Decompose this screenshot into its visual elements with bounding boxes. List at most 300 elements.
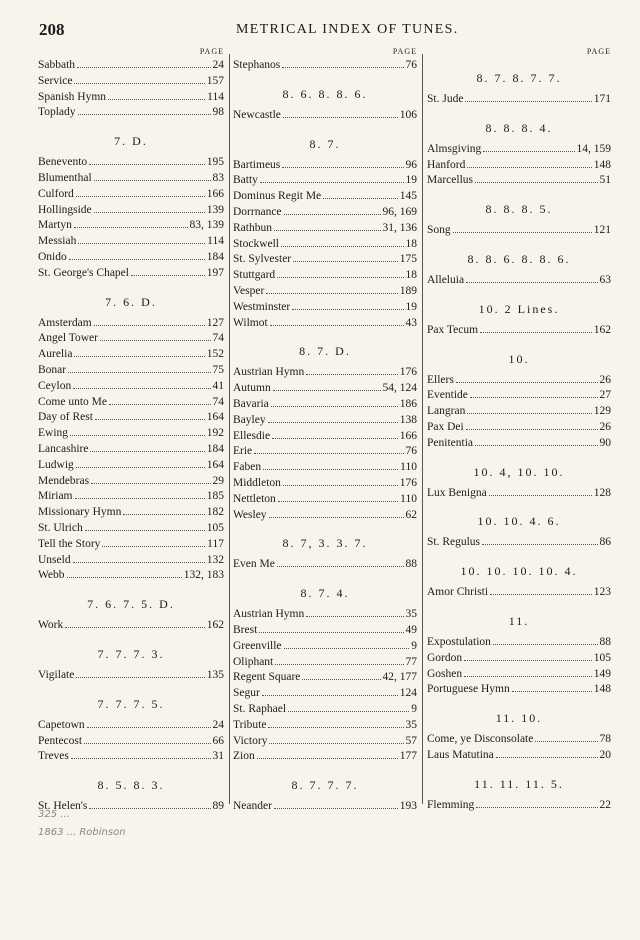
tune-name: Come unto Me — [38, 395, 107, 408]
dot-leader — [306, 374, 398, 375]
dot-leader — [269, 743, 403, 744]
index-entry — [233, 607, 417, 623]
dot-leader — [78, 243, 205, 244]
index-entry — [38, 458, 224, 474]
page-ref: 83, 139 — [189, 219, 224, 232]
meter-heading: 7. 7. 7. 5. — [97, 696, 165, 711]
page-ref: 186 — [399, 397, 417, 410]
tune-name: Austrian Hymn — [233, 366, 305, 379]
index-entry — [427, 158, 611, 174]
dot-leader — [281, 246, 404, 247]
page-ref: 86 — [599, 536, 611, 549]
index-column-3 — [427, 46, 611, 814]
index-entry — [233, 639, 417, 655]
dot-leader — [277, 566, 404, 567]
dot-leader — [262, 695, 398, 696]
page-ref: 96, 169 — [382, 205, 417, 218]
index-entry — [233, 300, 417, 316]
page-ref: 105 — [593, 651, 611, 664]
meter-heading: 11. 10. — [495, 711, 543, 726]
page-ref: 127 — [206, 316, 224, 329]
index-entry — [233, 749, 417, 765]
dot-leader — [260, 182, 404, 183]
page-ref: 176 — [399, 476, 417, 489]
tune-name: Come, ye Disconsolate — [427, 733, 534, 746]
tune-name: Dorrnance — [233, 205, 282, 218]
index-entry — [233, 623, 417, 639]
tune-name: Expostulation — [427, 635, 491, 648]
index-entry — [427, 667, 611, 683]
index-entry — [427, 798, 611, 814]
index-entry — [427, 92, 611, 108]
tune-name: Hanford — [427, 158, 466, 171]
dot-leader — [268, 422, 398, 423]
index-entry — [427, 420, 611, 436]
tune-name: St. Raphael — [233, 702, 287, 715]
dot-leader — [123, 514, 204, 515]
dot-leader — [306, 616, 403, 617]
meter-heading: 8. 5. 8. 3. — [97, 778, 165, 793]
dot-leader — [512, 691, 592, 692]
page-ref: 90 — [599, 436, 611, 449]
dot-leader — [94, 180, 211, 181]
tune-name: Regent Square — [233, 671, 301, 684]
tune-name: Ellesdie — [233, 429, 271, 442]
index-entry — [38, 537, 224, 553]
tune-name: Amsterdam — [38, 316, 92, 329]
tune-name: Dominus Regit Me — [233, 190, 322, 203]
column-divider — [422, 54, 423, 804]
page-ref: 177 — [399, 750, 417, 763]
tune-name: Laus Matutina — [427, 748, 494, 761]
tune-name: Erie — [233, 445, 253, 458]
tune-name: Austrian Hymn — [233, 608, 305, 621]
dot-leader — [254, 453, 403, 454]
page-ref: 132 — [206, 553, 224, 566]
tune-name: Bonar — [38, 363, 67, 376]
meter-heading: 8. 8. 8. 5. — [485, 202, 553, 217]
index-entry — [38, 203, 224, 219]
tune-name: Wilmot — [233, 316, 268, 329]
tune-name: Work — [38, 619, 64, 632]
dot-leader — [78, 114, 211, 115]
tune-name: Eventide — [427, 389, 468, 402]
tune-name: Langran — [427, 405, 466, 418]
page-ref: 31, 136 — [382, 221, 417, 234]
tune-name: Victory — [233, 734, 268, 747]
tune-name: Segur — [233, 687, 260, 700]
tune-name: Sabbath — [38, 59, 76, 71]
meter-heading: 8. 8. 6. 8. 8. 6. — [467, 251, 571, 266]
dot-leader — [490, 594, 592, 595]
page-ref: 26 — [599, 420, 611, 433]
dot-leader — [109, 404, 211, 405]
page-ref: 62 — [405, 508, 417, 521]
index-entry — [233, 413, 417, 429]
tune-name: Tribute — [233, 718, 267, 731]
index-entry — [38, 347, 224, 363]
index-entry — [38, 218, 224, 234]
tune-name: Webb — [38, 569, 65, 582]
page-ref: 66 — [212, 734, 224, 747]
page-ref: 164 — [206, 411, 224, 424]
page-ref: 192 — [206, 427, 224, 440]
tune-name: Onido — [38, 250, 67, 263]
index-entry — [38, 426, 224, 442]
page-ref: 117 — [207, 537, 224, 550]
tune-name: Miriam — [38, 490, 73, 503]
tune-name: Gordon — [427, 651, 463, 664]
meter-heading: 11. — [508, 613, 530, 628]
dot-leader — [453, 232, 592, 233]
tune-name: Penitentia — [427, 436, 473, 449]
column-divider — [229, 54, 230, 804]
index-entry — [38, 442, 224, 458]
index-entry — [233, 718, 417, 734]
index-entry — [38, 379, 224, 395]
dot-leader — [482, 544, 597, 545]
dot-leader — [131, 275, 205, 276]
page-ref: 152 — [206, 348, 224, 361]
index-entry — [38, 316, 224, 332]
tune-name: Ludwig — [38, 458, 74, 471]
dot-leader — [466, 429, 598, 430]
meter-heading: 10. 10. 10. 10. 4. — [460, 564, 578, 579]
tune-name: Vigilate — [38, 668, 75, 681]
tune-name: St. Jude — [427, 93, 464, 105]
dot-leader — [91, 483, 210, 484]
page-ref: 22 — [599, 798, 611, 811]
meter-heading: 8. 7, 3. 3. 7. — [282, 536, 368, 551]
dot-leader — [263, 469, 398, 470]
index-entry — [427, 635, 611, 651]
index-entry — [233, 316, 417, 332]
dot-leader — [274, 808, 398, 809]
dot-leader — [102, 546, 205, 547]
index-entry — [233, 799, 417, 815]
tune-name: Portuguese Hymn — [427, 683, 510, 696]
page-ref: 175 — [399, 253, 417, 266]
index-entry — [427, 748, 611, 764]
page-ref: 14, 159 — [576, 142, 611, 155]
tune-name: Day of Rest — [38, 411, 93, 424]
page-ref: 20 — [599, 748, 611, 761]
page-ref: 166 — [399, 429, 417, 442]
page-ref: 31 — [212, 750, 224, 763]
index-entry — [233, 268, 417, 284]
page-ref: 138 — [399, 413, 417, 426]
dot-leader — [272, 438, 398, 439]
index-entry — [233, 476, 417, 492]
dot-leader — [467, 413, 591, 414]
page-ref: 121 — [593, 224, 611, 237]
meter-heading: 10. — [508, 351, 530, 366]
page-ref: 182 — [206, 506, 224, 519]
index-entry — [233, 237, 417, 253]
tune-name: Bartimeus — [233, 158, 281, 171]
index-entry — [427, 651, 611, 667]
page-ref: 149 — [593, 667, 611, 680]
index-entry — [427, 585, 611, 601]
tune-name: Capetown — [38, 718, 85, 731]
index-entry — [233, 397, 417, 413]
page-ref: 114 — [207, 235, 224, 248]
tune-name: Greenville — [233, 639, 282, 652]
tune-name: Zion — [233, 750, 255, 763]
dot-leader — [89, 164, 205, 165]
tune-name: Unseld — [38, 553, 71, 566]
index-column-1 — [38, 46, 224, 815]
page-ref: 75 — [212, 363, 224, 376]
page-ref: 157 — [206, 74, 224, 87]
page-ref: 96 — [405, 158, 417, 171]
tune-name: Aurelia — [38, 348, 73, 361]
page-ref: 51 — [599, 174, 611, 187]
page-ref: 88 — [599, 635, 611, 648]
dot-leader — [475, 445, 598, 446]
page-ref: 24 — [212, 59, 224, 71]
tune-name: Nettleton — [233, 492, 276, 505]
tune-name: Batty — [233, 174, 258, 187]
index-entry — [38, 489, 224, 505]
tune-name: Oliphant — [233, 655, 274, 668]
meter-heading: 8. 7. 4. — [300, 586, 350, 601]
index-entry — [427, 486, 611, 502]
dot-leader — [269, 517, 404, 518]
tune-name: Alleluia — [427, 273, 465, 286]
index-entry — [38, 266, 224, 282]
dot-leader — [277, 277, 403, 278]
page-ref: 76 — [405, 445, 417, 458]
page-ref: 166 — [206, 187, 224, 200]
index-entry — [38, 505, 224, 521]
tune-name: Even Me — [233, 558, 275, 571]
tune-name: Autumn — [233, 382, 271, 395]
tune-name: Bayley — [233, 413, 266, 426]
page-ref: 77 — [405, 655, 417, 668]
index-entry — [38, 734, 224, 750]
tune-name: Stuttgard — [233, 269, 276, 282]
dot-leader — [480, 332, 592, 333]
page-header — [0, 18, 640, 42]
page-ref: 74 — [212, 332, 224, 345]
tune-name: Vesper — [233, 284, 265, 297]
page-ref: 162 — [593, 323, 611, 336]
page-ref: 63 — [599, 273, 611, 286]
dot-leader — [76, 677, 204, 678]
tune-name: Treves — [38, 750, 69, 763]
page-ref: 54, 124 — [382, 382, 417, 395]
dot-leader — [284, 214, 381, 215]
tune-name: Messiah — [38, 235, 77, 248]
dot-leader — [257, 758, 398, 759]
dot-leader — [270, 325, 404, 326]
page-ref: 189 — [399, 284, 417, 297]
page-ref: 26 — [599, 373, 611, 386]
meter-heading: 7. 6. 7. 5. D. — [87, 597, 175, 612]
tune-name: Angel Tower — [38, 332, 98, 345]
page-ref: 76 — [405, 59, 417, 71]
page-ref: 88 — [405, 558, 417, 571]
dot-leader — [76, 196, 205, 197]
dot-leader — [87, 727, 211, 728]
tune-name: St. Regulus — [427, 536, 481, 549]
meter-heading: 11. 11. 11. 5. — [474, 776, 564, 791]
meter-heading: 10. 4, 10. 10. — [473, 464, 565, 479]
tune-name: Ellers — [427, 373, 454, 386]
tune-name: Rathbun — [233, 221, 272, 234]
page-ref: 129 — [593, 405, 611, 418]
index-entry — [38, 74, 224, 90]
tune-name: Spanish Hymn — [38, 90, 107, 103]
page-ref: 110 — [400, 461, 417, 474]
handwritten-notes — [38, 806, 126, 842]
page-ref: 27 — [599, 389, 611, 402]
tune-name: St. Ulrich — [38, 521, 83, 534]
dot-leader — [273, 390, 381, 391]
page-ref: 185 — [206, 490, 224, 503]
dot-leader — [74, 356, 204, 357]
page-ref: 106 — [399, 108, 417, 121]
dot-leader — [292, 309, 403, 310]
tune-name: Martyn — [38, 219, 72, 232]
index-entry — [38, 474, 224, 490]
page-ref: 124 — [399, 687, 417, 700]
dot-leader — [535, 741, 597, 742]
dot-leader — [464, 660, 592, 661]
tune-name: Song — [427, 224, 451, 237]
page-number: 208 — [39, 20, 65, 39]
page-ref: 19 — [405, 300, 417, 313]
tune-name: St. Sylvester — [233, 253, 292, 266]
page-ref: 193 — [399, 800, 417, 813]
meter-heading: 8. 7. — [309, 136, 341, 151]
page-column-label: PAGE — [586, 47, 611, 56]
page-ref: 57 — [405, 734, 417, 747]
dot-leader — [456, 382, 598, 383]
tune-name: Lancashire — [38, 442, 89, 455]
dot-leader — [467, 167, 591, 168]
tune-name: St. George's Chapel — [38, 266, 129, 279]
dot-leader — [465, 101, 591, 102]
page-column-label: PAGE — [199, 47, 224, 56]
dot-leader — [483, 151, 574, 152]
index-entry — [38, 568, 224, 584]
index-entry — [233, 734, 417, 750]
dot-leader — [493, 644, 598, 645]
page-ref: 132, 183 — [183, 569, 224, 582]
page-ref: 41 — [212, 379, 224, 392]
index-entry — [427, 273, 611, 289]
meter-heading: 10. 10. 4. 6. — [477, 514, 561, 529]
page-ref: 18 — [405, 269, 417, 282]
index-entry — [427, 682, 611, 698]
tune-name: Pax Tecum — [427, 323, 479, 336]
dot-leader — [302, 679, 380, 680]
tune-name: Hollingside — [38, 203, 92, 216]
tune-name: Tell the Story — [38, 537, 101, 550]
meter-heading: 8. 7. 7. 7. — [291, 778, 359, 793]
index-entry — [233, 655, 417, 671]
page-ref: 171 — [593, 93, 611, 105]
index-entry — [233, 444, 417, 460]
index-entry — [233, 492, 417, 508]
tune-name: Ceylon — [38, 379, 72, 392]
dot-leader — [75, 498, 205, 499]
dot-leader — [94, 212, 205, 213]
index-entry — [38, 58, 224, 74]
dot-leader — [69, 259, 205, 260]
dot-leader — [76, 467, 205, 468]
dot-leader — [466, 282, 597, 283]
handwritten-note: 1863 ... Robinson — [38, 827, 126, 838]
page-ref: 164 — [206, 458, 224, 471]
dot-leader — [68, 372, 210, 373]
index-entry — [427, 388, 611, 404]
tune-name: Wesley — [233, 508, 267, 521]
index-entry — [233, 670, 417, 686]
page-ref: 184 — [206, 250, 224, 263]
tune-name: Goshen — [427, 667, 463, 680]
index-entry — [233, 189, 417, 205]
page-ref: 19 — [405, 174, 417, 187]
index-entry — [38, 668, 224, 684]
page-ref: 83 — [212, 171, 224, 184]
page-ref: 114 — [207, 90, 224, 103]
dot-leader — [282, 67, 403, 68]
meter-heading: 8. 8. 8. 4. — [485, 120, 553, 135]
index-entry — [38, 250, 224, 266]
dot-leader — [95, 419, 205, 420]
dot-leader — [275, 664, 403, 665]
dot-leader — [282, 167, 403, 168]
tune-name: Pax Dei — [427, 420, 464, 433]
page-ref: 9 — [411, 702, 417, 715]
page-ref: 35 — [405, 608, 417, 621]
index-entry — [38, 618, 224, 634]
tune-name: Stockwell — [233, 237, 279, 250]
page-ref: 18 — [405, 237, 417, 250]
index-entry — [427, 223, 611, 239]
page-ref: 176 — [399, 366, 417, 379]
page-ref: 49 — [405, 623, 417, 636]
index-entry — [233, 686, 417, 702]
meter-heading: 8. 7. D. — [299, 344, 351, 359]
dot-leader — [284, 648, 410, 649]
tune-name: Westminster — [233, 300, 291, 313]
dot-leader — [74, 83, 204, 84]
meter-heading: 7. D. — [114, 134, 148, 149]
dot-leader — [274, 230, 381, 231]
dot-leader — [74, 227, 188, 228]
dot-leader — [77, 67, 210, 68]
dot-leader — [288, 711, 409, 712]
handwritten-note: 325 ... — [38, 809, 70, 820]
index-column-2 — [233, 46, 417, 815]
dot-leader — [476, 807, 597, 808]
tune-name: Ewing — [38, 427, 69, 440]
index-entry — [38, 395, 224, 411]
page-ref: 89 — [212, 800, 224, 813]
dot-leader — [65, 627, 204, 628]
tune-name: Pentecost — [38, 734, 83, 747]
page-ref: 105 — [206, 521, 224, 534]
tune-name: Blumenthal — [38, 171, 92, 184]
dot-leader — [464, 676, 592, 677]
index-entry — [233, 221, 417, 237]
tune-name: Middleton — [233, 476, 281, 489]
page-ref: 184 — [206, 442, 224, 455]
